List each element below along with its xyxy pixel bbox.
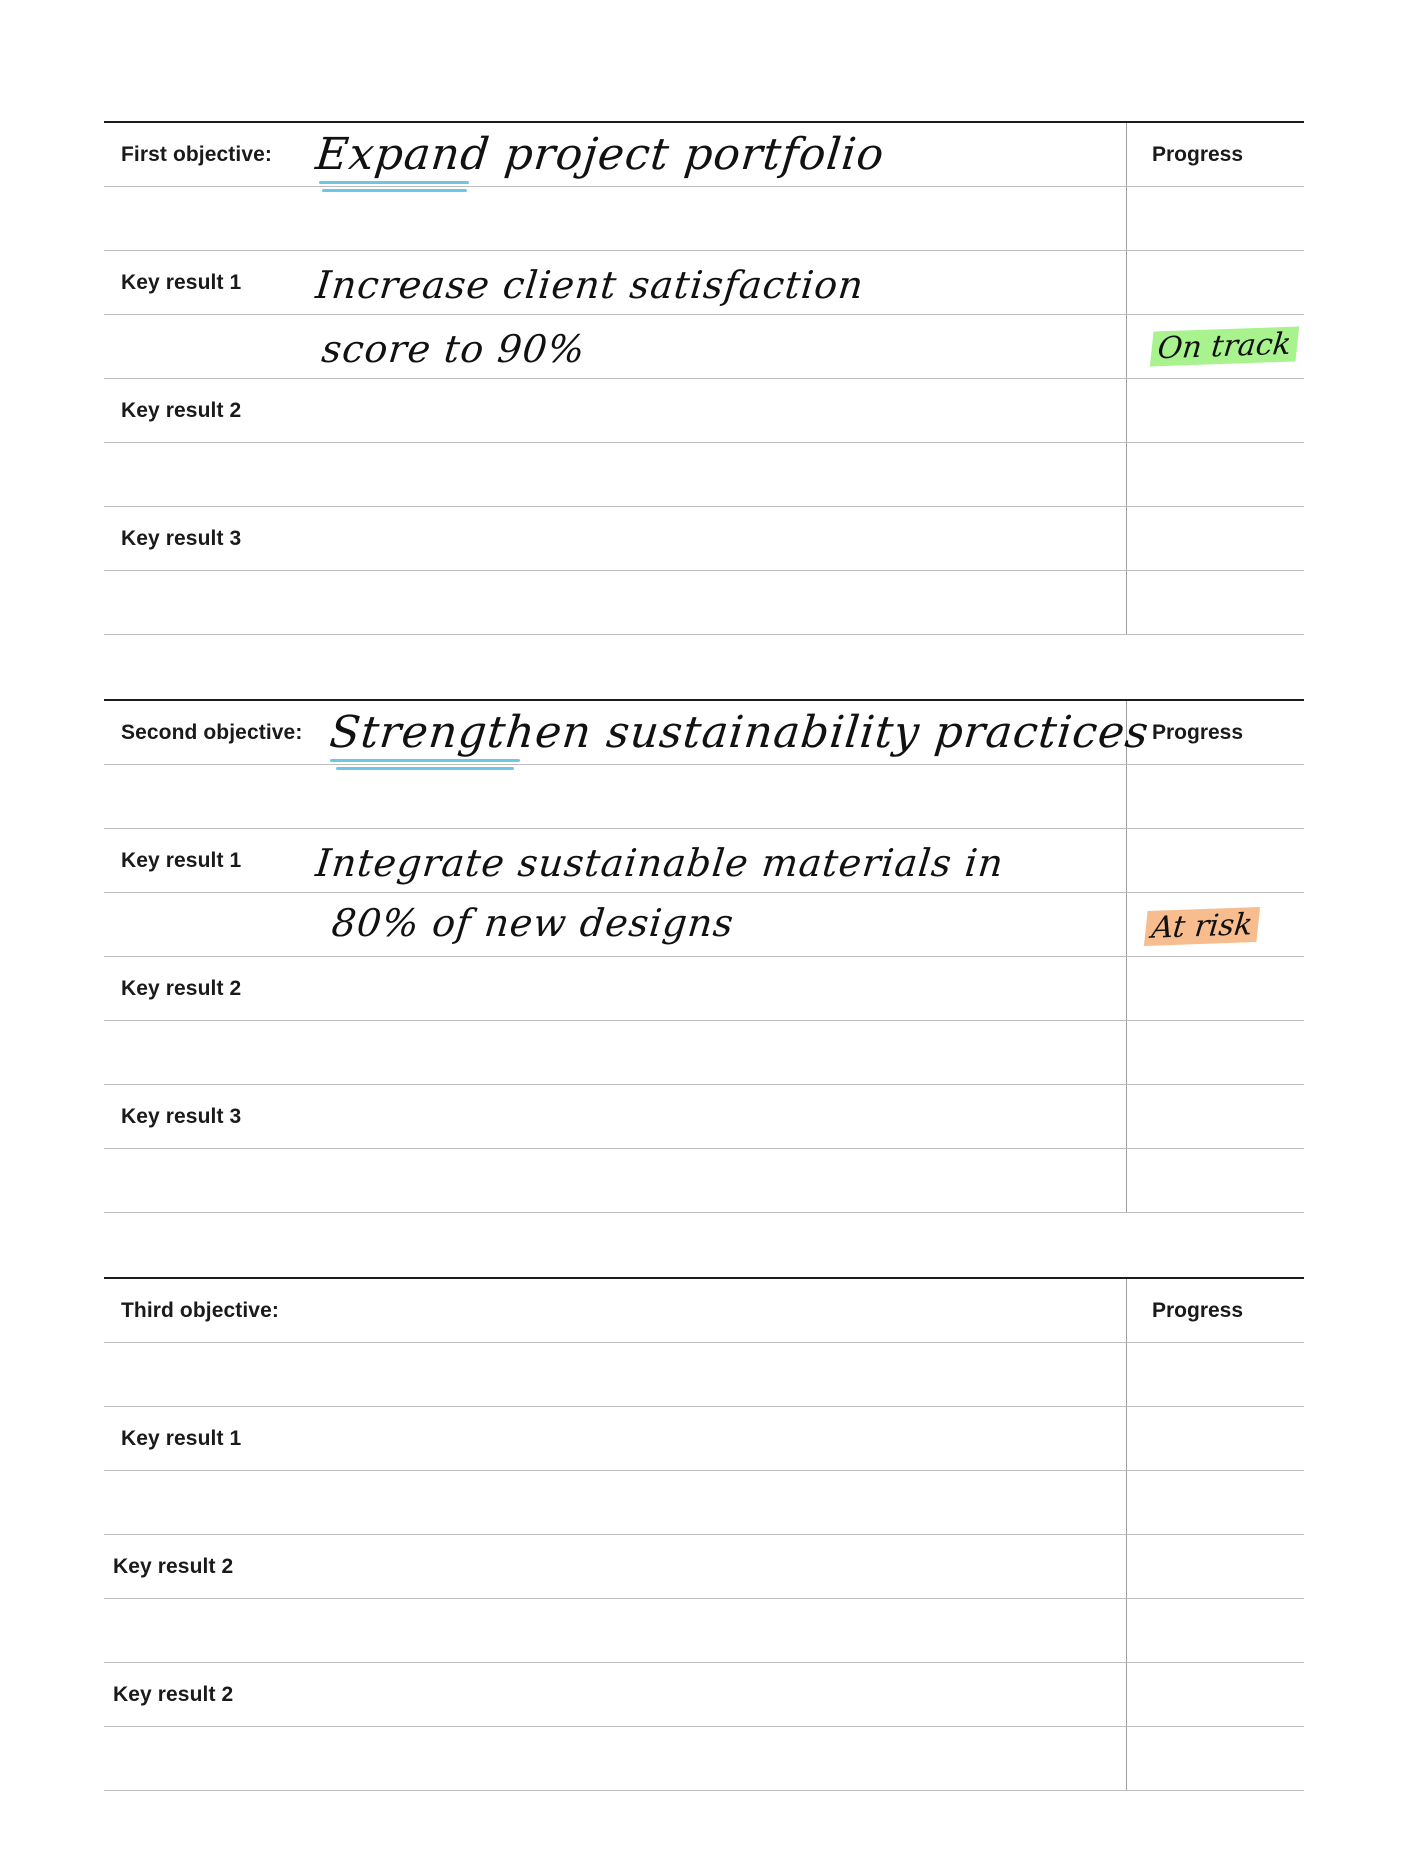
key-result-writing-row[interactable] <box>104 1599 1304 1663</box>
key-result-handwritten-line: Integrate sustainable materials in <box>313 841 1007 885</box>
objective-writing-row[interactable] <box>104 187 1304 251</box>
key-result-label: Key result 2 <box>121 977 242 1000</box>
progress-header: Progress <box>1152 1299 1244 1322</box>
key-result-label: Key result 3 <box>121 1105 242 1128</box>
key-result-handwritten-line: score to 90% <box>319 327 588 371</box>
key-result-label: Key result 2 <box>113 1555 234 1578</box>
objective-section-2 <box>104 699 1304 1213</box>
objective-label: First objective: <box>121 143 272 166</box>
key-result-row[interactable] <box>104 1407 1304 1471</box>
key-result-writing-row[interactable] <box>104 571 1304 635</box>
key-result-row[interactable] <box>104 251 1304 315</box>
key-result-row[interactable] <box>104 507 1304 571</box>
objective-label: Second objective: <box>121 721 303 744</box>
objective-row[interactable] <box>104 123 1304 187</box>
key-result-writing-row[interactable] <box>104 893 1304 957</box>
key-result-handwritten-line: Increase client satisfaction <box>313 263 867 307</box>
objective-writing-row[interactable] <box>104 1343 1304 1407</box>
objective-row[interactable] <box>104 1279 1304 1343</box>
objective-label: Third objective: <box>121 1299 279 1322</box>
key-result-row[interactable] <box>104 1535 1304 1599</box>
key-result-writing-row[interactable] <box>104 315 1304 379</box>
key-result-row[interactable] <box>104 1085 1304 1149</box>
key-result-label: Key result 3 <box>121 527 242 550</box>
key-result-row[interactable] <box>104 829 1304 893</box>
key-result-label: Key result 1 <box>121 271 242 294</box>
objective-writing-row[interactable] <box>104 765 1304 829</box>
objective-handwritten-text: Expand project portfolio <box>313 129 887 180</box>
key-result-writing-row[interactable] <box>104 1727 1304 1791</box>
highlight-underline <box>319 181 469 184</box>
key-result-label: Key result 1 <box>121 1427 242 1450</box>
key-result-writing-row[interactable] <box>104 1149 1304 1213</box>
highlight-underline <box>330 759 520 762</box>
key-result-row[interactable] <box>104 379 1304 443</box>
progress-header: Progress <box>1152 143 1244 166</box>
status-badge: At risk <box>1144 907 1260 946</box>
objective-handwritten-text: Strengthen sustainability practices <box>327 707 1152 758</box>
objective-row[interactable] <box>104 701 1304 765</box>
status-badge: On track <box>1150 326 1299 366</box>
key-result-label: Key result 1 <box>121 849 242 872</box>
objective-section-1 <box>104 121 1304 635</box>
key-result-writing-row[interactable] <box>104 1021 1304 1085</box>
key-result-label: Key result 2 <box>121 399 242 422</box>
key-result-row[interactable] <box>104 957 1304 1021</box>
key-result-writing-row[interactable] <box>104 443 1304 507</box>
key-result-label: Key result 2 <box>113 1683 234 1706</box>
key-result-row[interactable] <box>104 1663 1304 1727</box>
key-result-handwritten-line: 80% of new designs <box>329 901 737 945</box>
key-result-writing-row[interactable] <box>104 1471 1304 1535</box>
objective-section-3 <box>104 1277 1304 1791</box>
progress-header: Progress <box>1152 721 1244 744</box>
